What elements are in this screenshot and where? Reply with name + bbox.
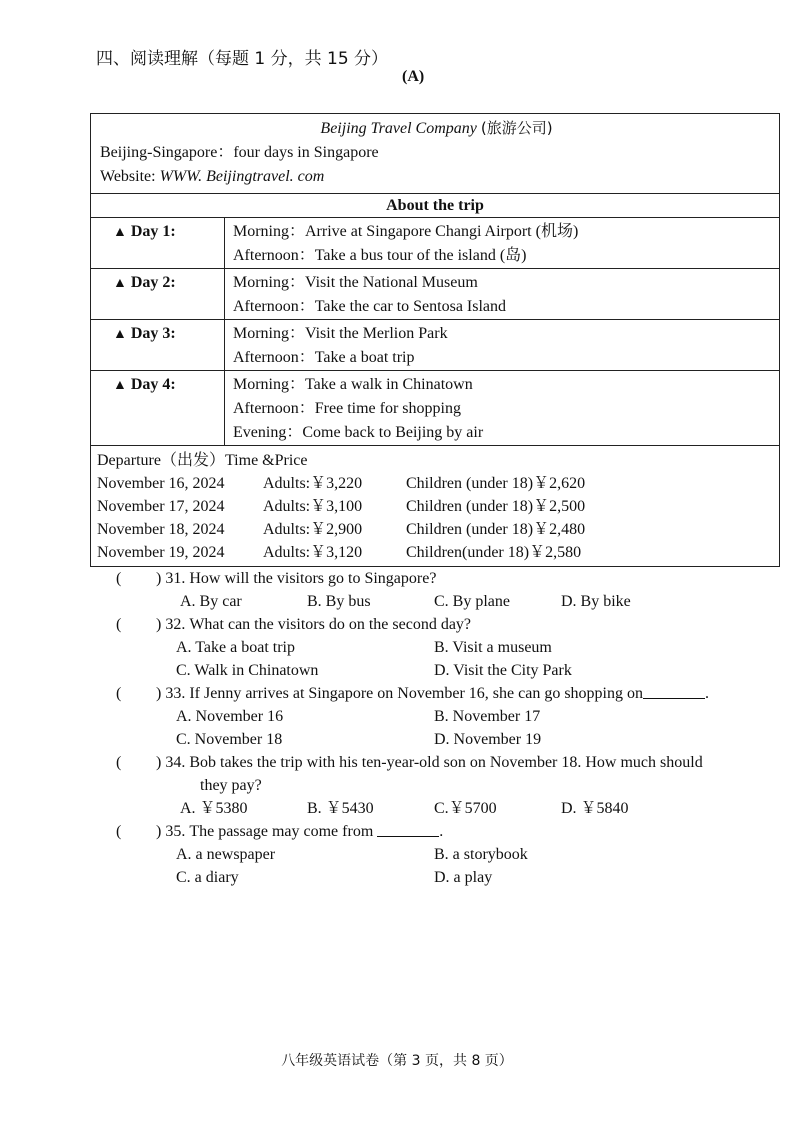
child-price: Children(under 18)￥2,580	[406, 544, 582, 561]
departure-row	[97, 518, 775, 541]
day-activities	[225, 371, 779, 445]
travel-ad-table	[90, 113, 780, 567]
activity: Afternoon：Take a bus tour of the island (岛)	[233, 247, 527, 264]
options	[116, 843, 776, 866]
day-label: ▲ Day 4:	[91, 371, 225, 445]
answer-blank[interactable]: (	[116, 823, 122, 840]
day-label: ▲ Day 1:	[91, 218, 225, 268]
activity: Morning：Visit the Merlion Park	[233, 325, 448, 342]
activity: Afternoon：Take the car to Sentosa Island	[233, 298, 507, 315]
question-number: ) 31.	[156, 570, 186, 587]
adult-price: Adults:￥2,900	[263, 521, 363, 538]
triangle-icon: ▲	[113, 327, 127, 342]
route-line: Beijing-Singapore：four days in Singapore	[100, 144, 379, 161]
answer-blank[interactable]: (	[116, 616, 122, 633]
question-number: ) 33.	[156, 685, 186, 702]
day-row	[91, 269, 779, 320]
departure-row	[97, 541, 775, 564]
option: B. November 17	[434, 708, 541, 725]
option: B. By bus	[307, 593, 371, 610]
day-row	[91, 320, 779, 371]
question-32	[116, 613, 776, 636]
options	[116, 705, 776, 728]
departure-date: November 19, 2024	[97, 544, 225, 561]
day-label: ▲ Day 2:	[91, 269, 225, 319]
question-31	[116, 567, 776, 590]
activity: Evening：Come back to Beijing by air	[233, 424, 484, 441]
option: B. a storybook	[434, 846, 528, 863]
website-line	[100, 165, 773, 189]
option: D. ￥5840	[561, 800, 629, 817]
options	[116, 636, 776, 659]
question-list	[116, 567, 776, 889]
adult-price: Adults:￥3,220	[263, 475, 363, 492]
options	[116, 797, 776, 820]
options	[116, 866, 776, 889]
question-text-continued: they pay?	[200, 777, 262, 794]
activity: Morning：Visit the National Museum	[233, 274, 478, 291]
question-text: The passage may come from	[189, 823, 374, 840]
options	[116, 659, 776, 682]
section-title: 四、阅读理解（每题 1 分，共 15 分）	[96, 49, 389, 69]
day-row	[91, 371, 779, 446]
option: C. November 18	[176, 731, 283, 748]
departure-date: November 18, 2024	[97, 521, 225, 538]
question-number: ) 35.	[156, 823, 186, 840]
child-price: Children (under 18)￥2,500	[406, 498, 586, 515]
option: A. ￥5380	[180, 800, 248, 817]
page-footer: 八年级英语试卷（第 3 页，共 8 页）	[281, 1053, 513, 1069]
company-name	[100, 116, 773, 141]
triangle-icon: ▲	[113, 378, 127, 393]
options	[116, 590, 776, 613]
triangle-icon: ▲	[113, 225, 127, 240]
question-text: What can the visitors do on the second day?	[189, 616, 472, 633]
day-row	[91, 218, 779, 269]
question-text: If Jenny arrives at Singapore on November 16, she can go shopping on	[189, 685, 643, 702]
about-trip-heading: About the trip	[91, 194, 779, 218]
option: C.￥5700	[434, 800, 497, 817]
option: A. Take a boat trip	[176, 639, 295, 656]
options	[116, 728, 776, 751]
question-text: Bob takes the trip with his ten-year-old son on November 18. How much should	[189, 754, 703, 771]
option: D. By bike	[561, 593, 631, 610]
option: B. Visit a museum	[434, 639, 552, 656]
option: D. Visit the City Park	[434, 662, 572, 679]
activity: Morning：Arrive at Singapore Changi Airport (机场)	[233, 223, 579, 240]
departure-date: November 17, 2024	[97, 498, 225, 515]
option: D. a play	[434, 869, 493, 886]
activity: Morning：Take a walk in Chinatown	[233, 376, 473, 393]
option: B. ￥5430	[307, 800, 374, 817]
day-activities	[225, 269, 779, 319]
adult-price: Adults:￥3,100	[263, 498, 363, 515]
option: D. November 19	[434, 731, 542, 748]
part-label: (A)	[402, 68, 425, 85]
website-url: WWW. Beijingtravel. com	[159, 168, 325, 185]
option: A. By car	[180, 593, 242, 610]
question-number: ) 32.	[156, 616, 186, 633]
departure-title: Departure（出发）Time &Price	[97, 452, 308, 469]
activity: Afternoon：Free time for shopping	[233, 400, 461, 417]
adult-price: Adults:￥3,120	[263, 544, 363, 561]
child-price: Children (under 18)￥2,480	[406, 521, 586, 538]
option: C. By plane	[434, 593, 510, 610]
departure-row	[97, 472, 775, 495]
departure-section	[91, 446, 779, 566]
option: A. November 16	[176, 708, 284, 725]
question-33: ( ) 33. If Jenny arrives at Singapore on November 16, she can go shopping on .	[116, 682, 776, 705]
answer-blank[interactable]: (	[116, 754, 122, 771]
day-activities	[225, 218, 779, 268]
departure-row	[97, 495, 775, 518]
fill-blank	[377, 820, 439, 837]
company-title: Beijing Travel Company	[320, 120, 477, 137]
answer-blank[interactable]: (	[116, 570, 122, 587]
question-35: ( ) 35. The passage may come from .	[116, 820, 776, 843]
option: C. a diary	[176, 869, 239, 886]
question-number: ) 34.	[156, 754, 186, 771]
day-activities	[225, 320, 779, 370]
website-label: Website:	[100, 168, 156, 185]
option: C. Walk in Chinatown	[176, 662, 319, 679]
option: A. a newspaper	[176, 846, 276, 863]
activity: Afternoon：Take a boat trip	[233, 349, 415, 366]
question-text: How will the visitors go to Singapore?	[189, 570, 437, 587]
departure-date: November 16, 2024	[97, 475, 225, 492]
fill-blank	[643, 682, 705, 699]
answer-blank[interactable]: (	[116, 685, 122, 702]
day-label: ▲ Day 3:	[91, 320, 225, 370]
question-34	[116, 751, 776, 774]
child-price: Children (under 18)￥2,620	[406, 475, 586, 492]
triangle-icon: ▲	[113, 276, 127, 291]
company-cn: (旅游公司)	[480, 119, 553, 137]
ad-header	[91, 114, 779, 194]
